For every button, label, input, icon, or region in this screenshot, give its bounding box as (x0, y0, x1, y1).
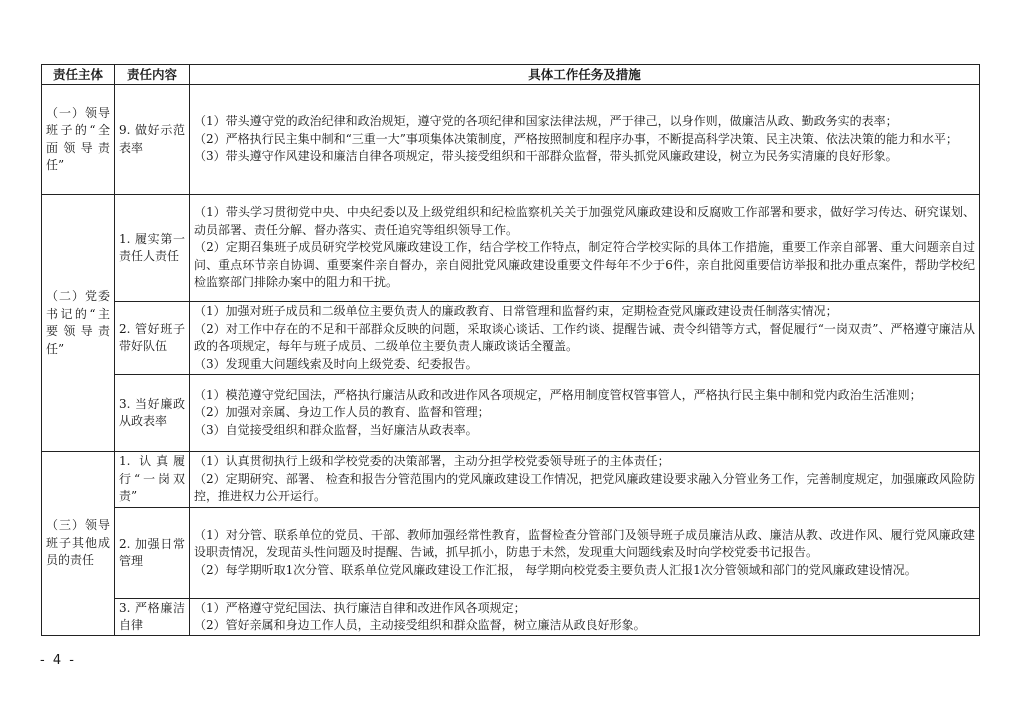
task-item: （1）模范遵守党纪国法，严格执行廉洁从政和改进作风各项规定，严格用制度管权管事管人，严格执行民主集中制和党内政治生活准则； (194, 387, 922, 402)
task-item: （3）自觉接受组织和群众监督，当好廉洁从政表率。 (194, 422, 478, 437)
task-item: （2）对工作中存在的不足和干部群众反映的问题，采取谈心谈话、工作约谈、提醒告诫、责令纠错等方式，督促履行“一岗双责”、严格遵守廉洁从政的各项规定，每年与班子成员、二级单位主要负责人廉政谈话全覆盖。 (194, 321, 975, 353)
task-item: （1）加强对班子成员和二级单位主要负责人的廉政教育、日常管理和监督约束，定期检查党风廉政建设责任制落实情况； (194, 304, 838, 318)
content-cell: 9. 做好示范表率 (115, 85, 190, 195)
header-subject: 责任主体 (42, 65, 115, 85)
task-item: （1）对分管、联系单位的党员、干部、教师加强经常性教育，监督检查分管部门及领导班子成员廉洁从政、廉洁从教、改进作风、履行党风廉政建设职责情况，发现苗头性问题及时提醒、告诫，抓早抓小，防患于未然，发现重大问题线索及时向学校党委书记报告。 (194, 527, 975, 560)
task-item: （3）带头遵守作风建设和廉洁自律各项规定，带头接受组织和干部群众监督，带头抓党风廉政建设，树立为民务实清廉的良好形象。 (194, 149, 898, 164)
content-cell: 1. 履实第一责任人责任 (115, 195, 190, 302)
table-row (42, 375, 980, 452)
tasks-cell (190, 508, 980, 599)
tasks-cell (190, 195, 980, 302)
content-cell: 3. 当好廉政从政表率 (115, 375, 190, 452)
content-cell: 3. 严格廉洁自律 (115, 599, 190, 636)
table-row (42, 195, 980, 302)
tasks-cell (190, 599, 980, 636)
task-item: （3）发现重大问题线索及时向上级党委、纪委报告。 (194, 356, 478, 371)
task-item: （1）认真贯彻执行上级和学校党委的决策部署，主动分担学校党委领导班子的主体责任； (194, 454, 670, 469)
content-cell: 2. 加强日常管理 (115, 508, 190, 599)
task-item: （1）带头学习贯彻党中央、中央纪委以及上级党组织和纪检监察机关关于加强党风廉政建设和反腐败工作部署和要求，做好学习传达、研究谋划、动员部署、责任分解、督办落实、责任追究等组织领导工作。 (194, 205, 975, 237)
task-item: （2）每学期听取1次分管、联系单位党风廉政建设工作汇报， 每学期向校党委主要负责人汇报1次分管领域和部门的党风廉政建设情况。 (194, 562, 917, 577)
table-row (42, 508, 980, 599)
content-cell: 1. 认真履行“一岗双责” (115, 452, 190, 508)
responsibility-table (41, 64, 980, 636)
tasks-cell (190, 302, 980, 375)
subject-cell: （一）领导班子的“全面领导责任” (42, 85, 115, 195)
table-row (42, 302, 980, 375)
task-item: （1）严格遵守党纪国法、执行廉洁自律和改进作风各项规定； (194, 600, 526, 615)
page-number: - 4 - (40, 653, 76, 668)
tasks-cell (190, 452, 980, 508)
task-item: （2）严格执行民主集中制和“三重一大”事项集体决策制度，严格按照制度和程序办事，不断提高科学决策、民主决策、依法决策的能力和水平； (194, 131, 958, 146)
tasks-cell (190, 375, 980, 452)
task-item: （2）定期研究、部署、 检查和报告分管范围内的党风廉政建设工作情况，把党风廉政建设要求融入分管业务工作，完善制度规定，加强廉政风险防控，推进权力公开运行。 (194, 471, 975, 504)
subject-cell: （二）党委书记的“主要领导责任” (42, 195, 115, 452)
header-tasks: 具体工作任务及措施 (190, 65, 980, 85)
subject-cell: （三）领导班子其他成员的责任 (42, 452, 115, 636)
task-item: （2）定期召集班子成员研究学校党风廉政建设工作，结合学校工作特点，制定符合学校实际的具体工作措施，重要工作亲自部署、重大问题亲自过问、重点环节亲自协调、重要案件亲自督办，亲自阅批党风廉政建设重要文件每年不少于6件，亲自批阅重要信访举报和批办重点案件，帮助学校纪检监察部门排除办案中的阻力和干扰。 (194, 240, 975, 290)
task-item: （2）管好亲属和身边工作人员，主动接受组织和群众监督，树立廉洁从政良好形象。 (194, 618, 646, 632)
table-row (42, 452, 980, 508)
table-row (42, 599, 980, 636)
table-row (42, 85, 980, 195)
tasks-cell (190, 85, 980, 195)
task-item: （1）带头遵守党的政治纪律和政治规矩，遵守党的各项纪律和国家法律法规，严于律己，以身作则，做廉洁从政、勤政务实的表率； (194, 114, 898, 129)
content-cell: 2. 管好班子带好队伍 (115, 302, 190, 375)
table-header-row (42, 65, 980, 85)
task-item: （2）加强对亲属、身边工作人员的教育、监督和管理； (194, 405, 490, 420)
header-content: 责任内容 (115, 65, 190, 85)
